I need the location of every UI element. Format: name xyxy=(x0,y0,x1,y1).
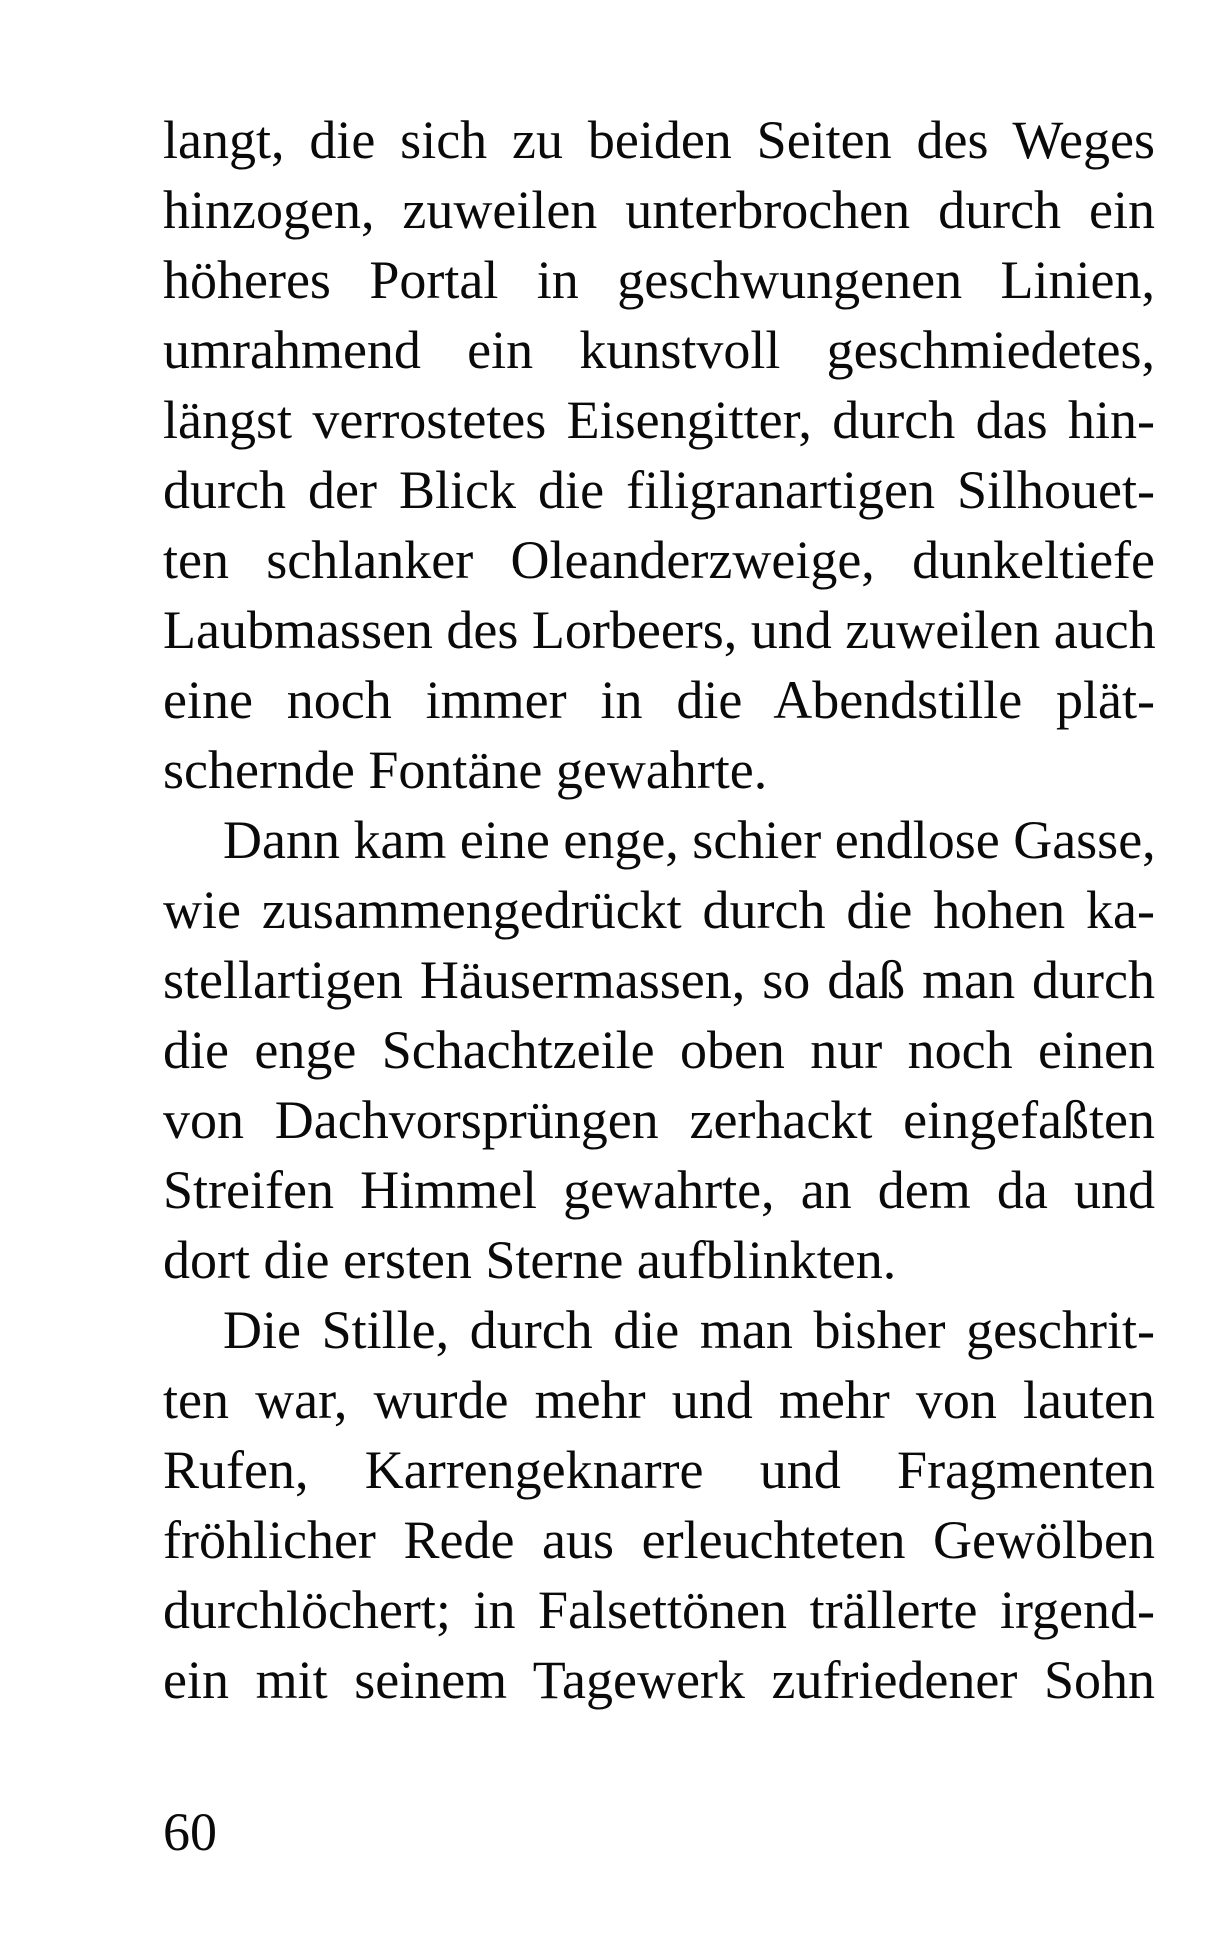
text-line: ein mit seinem Tagewerk zufriedener Sohn xyxy=(163,1650,1155,1710)
text-line: stellartigen Häusermassen, so daß man durch xyxy=(163,950,1155,1010)
text-line: Rufen, Karrengeknarre und Fragmenten xyxy=(163,1440,1155,1500)
text-line: ten war, wurde mehr und mehr von lauten xyxy=(163,1370,1155,1430)
text-line: hinzogen, zuweilen unterbrochen durch ein xyxy=(163,180,1155,240)
paragraph-first-line: Dann kam eine enge, schier endlose Gasse, xyxy=(223,810,1156,870)
text-line: höheres Portal in geschwungenen Linien, xyxy=(163,250,1155,310)
text-line: ten schlanker Oleanderzweige, dunkeltiefe xyxy=(163,530,1155,590)
text-line: dort die ersten Sterne aufblinkten. xyxy=(163,1230,897,1290)
text-line: durch der Blick die filigranartigen Silhouet- xyxy=(163,460,1155,520)
text-line: schernde Fontäne gewahrte. xyxy=(163,740,768,800)
text-line: Streifen Himmel gewahrte, an dem da und xyxy=(163,1160,1155,1220)
text-line: langt, die sich zu beiden Seiten des Weges xyxy=(163,110,1155,170)
text-line: wie zusammengedrückt durch die hohen ka- xyxy=(163,880,1155,940)
text-line: durchlöchert; in Falsettönen trällerte irgend- xyxy=(163,1580,1155,1640)
text-line: die enge Schachtzeile oben nur noch einen xyxy=(163,1020,1155,1080)
text-line: eine noch immer in die Abendstille plät- xyxy=(163,670,1155,730)
text-line: fröhlicher Rede aus erleuchteten Gewölben xyxy=(163,1510,1155,1570)
text-line: von Dachvorsprüngen zerhackt eingefaßten xyxy=(163,1090,1155,1150)
text-line: Laubmassen des Lorbeers, und zuweilen auch xyxy=(163,600,1156,660)
paragraph-first-line: Die Stille, durch die man bisher geschrit- xyxy=(223,1300,1155,1360)
text-line: längst verrostetes Eisengitter, durch das hin- xyxy=(163,390,1155,450)
text-line: umrahmend ein kunstvoll geschmiedetes, xyxy=(163,320,1155,380)
page-number: 60 xyxy=(163,1802,217,1862)
